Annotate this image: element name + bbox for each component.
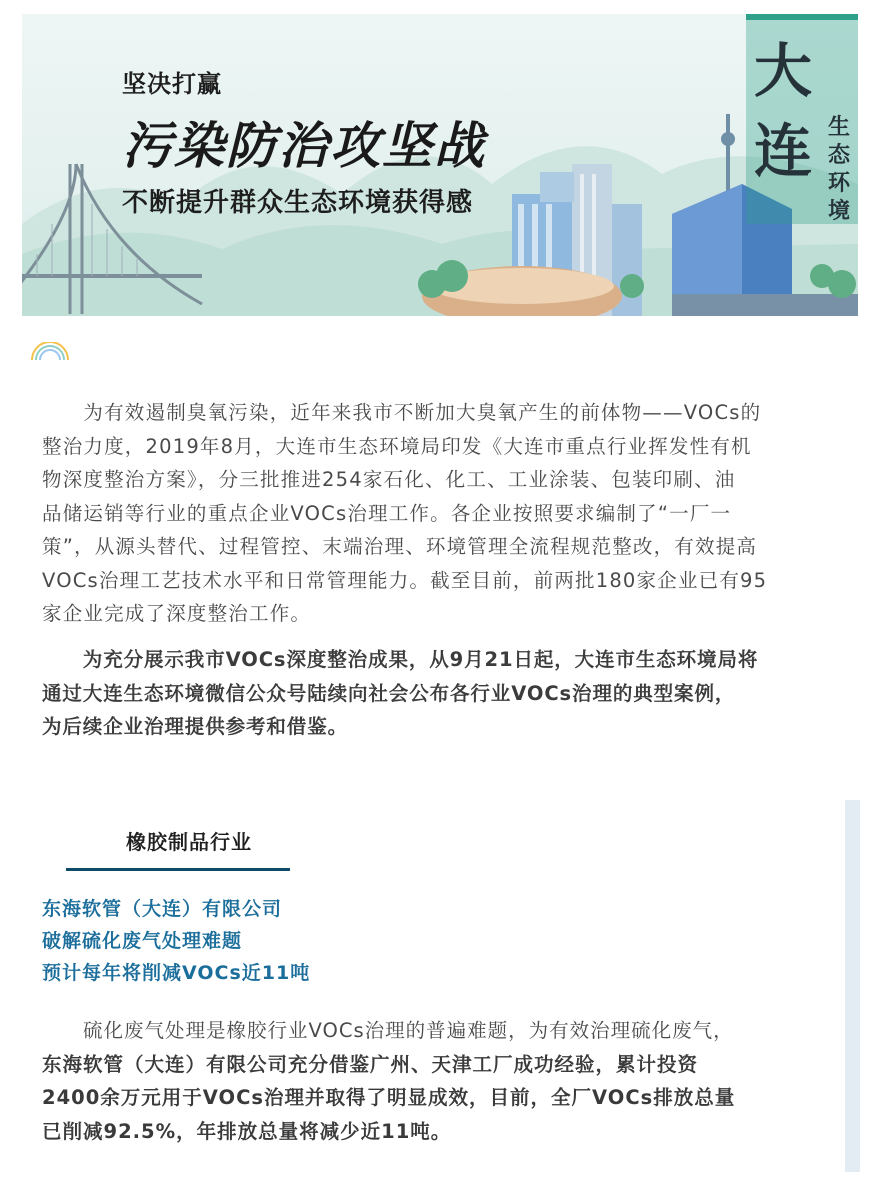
case-headline — [42, 893, 310, 989]
text-line: 物深度整治方案》，分三批推进254家石化、化工、工业涂装、包装印刷、油 — [42, 468, 736, 491]
text-line: 为有效遏制臭氧污染，近年来我市不断加大臭氧产生的前体物——VOCs的 — [42, 401, 762, 424]
text-line: 为后续企业治理提供参考和借鉴。 — [42, 715, 349, 738]
dalian-ecology-badge — [746, 14, 858, 224]
section-title: 橡胶制品行业 — [126, 830, 252, 854]
banner-subline: 不断提升群众生态环境获得感 — [122, 188, 474, 218]
text-line: 2400余万元用于VOCs治理并取得了明显成效，目前，全厂VOCs排放总量 — [42, 1086, 736, 1109]
case-company: 东海软管（大连）有限公司 — [42, 898, 283, 920]
banner-headline: 污染防治攻坚战 — [122, 117, 486, 175]
section-divider — [66, 868, 290, 871]
badge-small-char: 环 — [828, 170, 851, 196]
text-line: 品储运销等行业的重点企业VOCs治理工作。各企业按照要求编制了“一厂一 — [42, 501, 732, 525]
badge-small-char: 态 — [828, 142, 851, 168]
badge-small-char: 生 — [828, 114, 851, 140]
text-line: 东海软管（大连）有限公司充分借鉴广州、天津工厂成功经验，累计投资 — [42, 1052, 699, 1076]
badge-char-da: 大 — [754, 37, 813, 105]
intro-paragraph-2 — [42, 643, 842, 744]
intro-paragraph-1 — [42, 396, 842, 631]
text-line: 通过大连生态环境微信公众号陆续向社会公布各行业VOCs治理的典型案例， — [42, 681, 736, 705]
rainbow-icon — [30, 342, 70, 362]
case-body — [42, 1014, 842, 1148]
text-line: 整治力度，2019年8月，大连市生态环境局印发《大连市重点行业挥发性有机 — [42, 434, 752, 458]
case-subtitle: 破解硫化废气处理难题 — [42, 930, 243, 952]
text-line: 策”，从源头替代、过程管控、末端治理、环境管理全流程规范整改，有效提高 — [42, 535, 758, 558]
text-line: 为充分展示我市VOCs深度整治成果，从9月21日起，大连市生态环境局将 — [42, 648, 759, 671]
side-scrollbar[interactable] — [845, 800, 860, 1172]
badge-small-char: 境 — [828, 198, 851, 224]
badge-char-lian: 连 — [754, 117, 813, 185]
header-banner — [22, 14, 858, 316]
banner-kicker: 坚决打赢 — [122, 70, 222, 98]
text-line: 已削减92.5%，年排放总量将减少近11吨。 — [42, 1119, 452, 1143]
case-subtitle: 预计每年将削减VOCs近11吨 — [42, 962, 311, 984]
text-line: VOCs治理工艺技术水平和日常管理能力。截至目前，前两批180家企业已有95 — [42, 568, 768, 592]
text-line: 家企业完成了深度整治工作。 — [42, 602, 312, 625]
text-line: 硫化废气处理是橡胶行业VOCs治理的普遍难题，为有效治理硫化废气， — [42, 1019, 734, 1042]
